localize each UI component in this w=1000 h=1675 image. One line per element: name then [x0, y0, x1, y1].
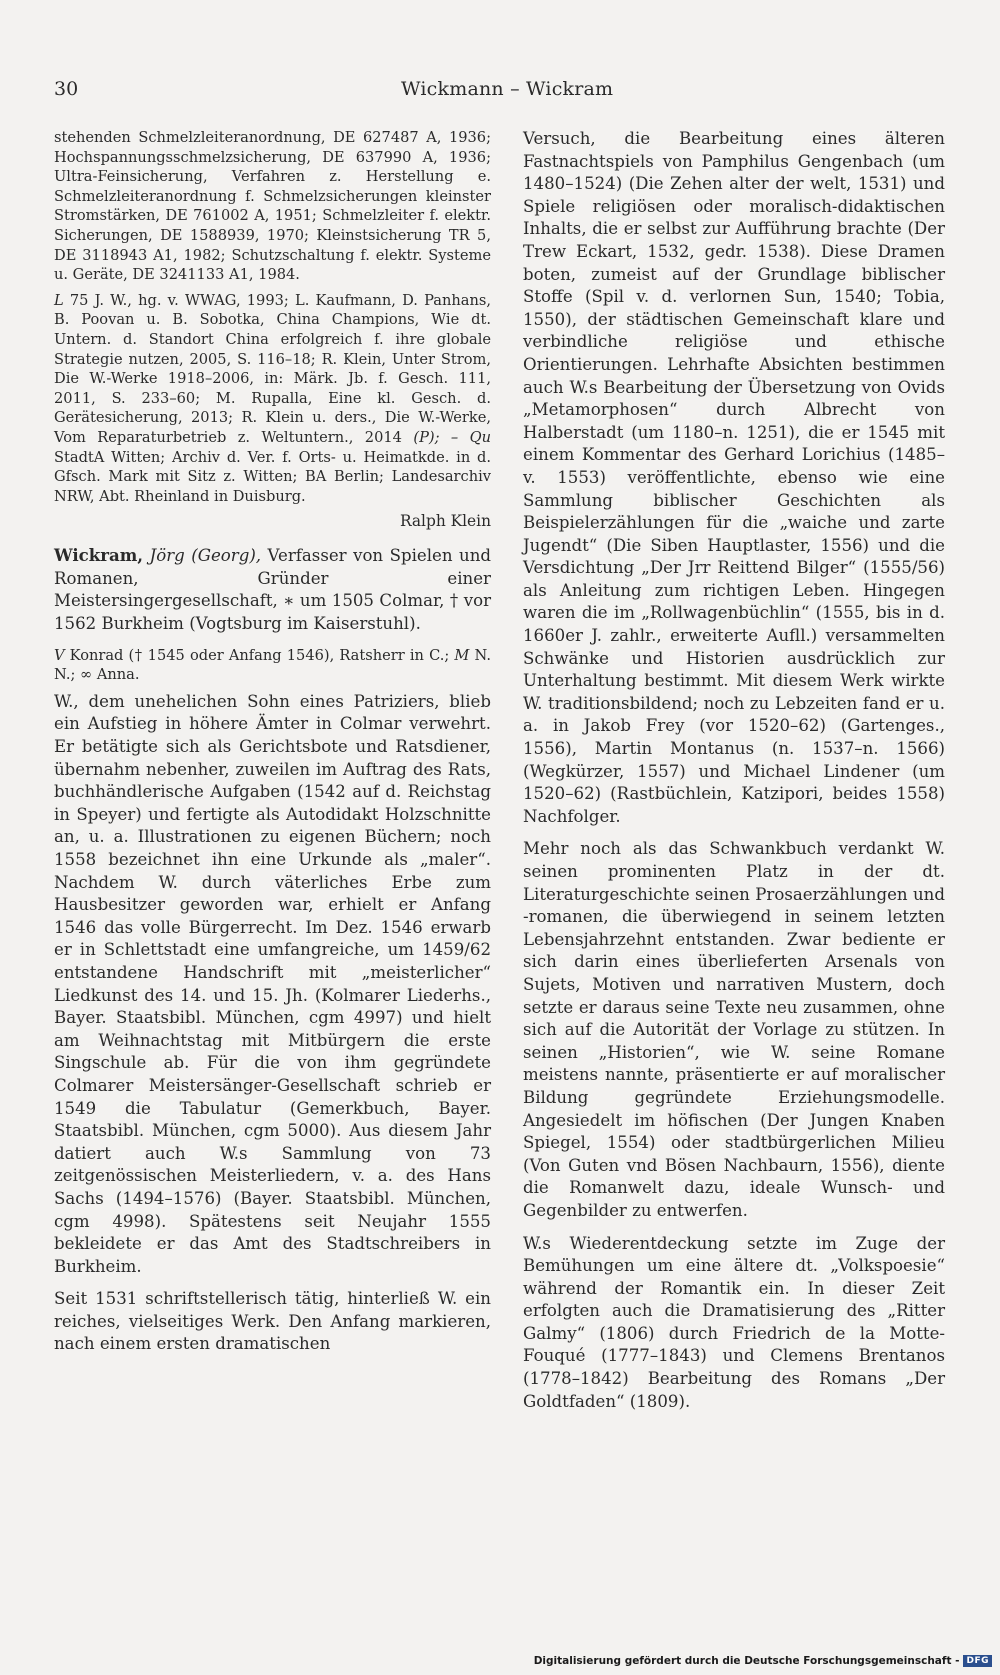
entry-heading: [54, 544, 491, 635]
literature-sources: StadtA Witten; Archiv d. Ver. f. Orts- u. Heimatkde. in d. Gfsch. Mark mit Sitz z. Witten; BA Berlin; Landesarchiv NRW, Abt. Rheinland in Duisburg.: [54, 448, 491, 505]
page-number: 30: [54, 78, 79, 100]
lemma-description: Verfasser von Spielen und Romanen, Gründer einer Meistersingergesellschaft, ∗ um 1505 Colmar, † vor 1562 Burkheim (Vogtsburg im Kaiserstuhl).: [54, 546, 491, 634]
genealogy-mother-label: M: [454, 646, 470, 664]
digitization-credit: [534, 1655, 992, 1667]
literature-text: 75 J. W., hg. v. WWAG, 1993; L. Kaufmann, D. Panhans, B. Poovan u. B. Sobotka, China Champions, Wie dt. Untern. d. Standort China erfolgreich f. ihre globale Strategie nutzen, 2005, S. 116–18; R. Klein, Unter Strom, Die W.-Werke 1918–2006, in: Märk. Jb. f. Gesch. 111, 2011, S. 233–60; M. Rupalla, Eine kl. Gesch. d. Gerätesicherung, 2013; R. Klein u. ders., Die W.-Werke, Vom Reparaturbetrieb z. Weltuntern., 2014: [54, 291, 491, 446]
body-paragraph-1: W., dem unehelichen Sohn eines Patriziers, blieb ein Aufstieg in höhere Ämter in Colmar verwehrt. Er betätigte sich als Gerichtsbote und Ratsdiener, übernahm nebenher, zuweilen im Auftrag des Rats, buchhändlerische Aufgaben (1542 auf d. Reichstag in Speyer) und fertigte als Autodidakt Holzschnitte an, u. a. Illustrationen zu eigenen Büchern; noch 1558 bezeichnet ihn eine Urkunde als „maler“. Nachdem W. durch väterliches Erbe zum Hausbesitzer geworden war, erhielt er Anfang 1546 das volle Bürgerrecht. Im Dez. 1546 erwarb er in Schlettstadt eine umfangreiche, um 1459/62 entstandene Handschrift mit „meisterlicher“ Liedkunst des 14. und 15. Jh. (Kolmarer Liederhs., Bayer. Staatsbibl. München, cgm 4997) und hielt am Weihnachtstag mit Mitbürgern die erste Singschule ab. Für die von ihm gegründete Colmarer Meistersänger-Gesellschaft schrieb er 1549 die Tabulatur (Gemerkbuch, Bayer. Staatsbibl. München, cgm 5000). Aus diesem Jahr datiert auch W.s Sammlung von 73 zeitgenössischen Meisterliedern, v. a. des Hans Sachs (1494–1576) (Bayer. Staatsbibl. München, cgm 4998). Spätestens seit Neujahr 1555 bekleidete er das Amt des Stadtschreibers in Burkheim.: [54, 691, 491, 1276]
genealogy-father-label: V: [54, 646, 65, 664]
genealogy-father: Konrad († 1545 oder Anfang 1546), Ratsherr in C.;: [64, 646, 455, 664]
literature-references: [54, 291, 491, 507]
body-paragraph-2: Seit 1531 schriftstellerisch tätig, hinterließ W. ein reiches, vielseitiges Werk. Den Anfang markieren, nach einem ersten dramatischen: [54, 1289, 491, 1354]
literature-portrait-sources: (P); – Qu: [413, 428, 491, 446]
lemma: Wickram,: [54, 545, 144, 566]
genealogy: [54, 646, 491, 685]
right-column: [523, 128, 945, 1423]
genealogy-mother-spouse: N. N.; ∞ Anna.: [54, 646, 491, 684]
page-header: [54, 78, 614, 108]
left-column: [54, 128, 491, 1366]
body-paragraph-3: Versuch, die Bearbeitung eines älteren Fastnachtspiels von Pamphilus Gengenbach (um 1480–1524) (Die Zehen alter der welt, 1531) und Spiele religiösen oder moralisch-didaktischen Inhalts, die er selbst zur Aufführung brachte (Der Trew Eckart, 1532, gedr. 1538). Diese Dramen boten, zumeist auf der Grundlage biblischer Stoffe (Spil v. d. verlornen Sun, 1540; Tobia, 1550), der städtischen Gemeinschaft klare und verbindliche religiöse und ethische Orientierungen. Lehrhafte Absichten bestimmen auch W.s Bearbeitung der Übersetzung von Ovids „Metamorphosen“ durch Albrecht von Halberstadt (um 1180–n. 1251), die er 1545 mit einem Kommentar des Gerhard Lorichius (1485–v. 1553) veröffentlichte, ebenso wie eine Sammlung biblischer Geschichten als Beispielerzählungen für die „waiche und zarte Jugendt“ (Die Siben Hauptlaster, 1556) und die Versdichtung „Der Jrr Reittend Bilger“ (1555/56) als Anleitung zum richtigen Leben. Hingegen waren die im „Rollwagenbüchlin“ (1555, bis in d. 1660er J. zahlr., erweiterte Aufll.) versammelten Schwänke und Historien ausdrücklich zur Unterhaltung bestimmt. Mit diesem Werk wirkte W. traditionsbildend; noch zu Lebzeiten fand er u. a. in Jakob Frey (vor 1520–62) (Gartenges., 1556), Martin Montanus (n. 1537–n. 1566) (Wegkürzer, 1557) und Michael Lindener (um 1520–62) (Rastbüchlein, Katzipori, beides 1558) Nachfolger.: [523, 129, 945, 826]
credit-text: Digitalisierung gefördert durch die Deutsche Forschungsgemeinschaft -: [533, 1655, 960, 1667]
lemma-given-names: Jörg (Georg),: [143, 546, 262, 566]
body-paragraph-5: W.s Wiederentdeckung setzte im Zuge der Bemühungen um eine ältere dt. „Volkspoesie“ während der Romantik ein. In dieser Zeit erfolgten auch die Dramatisierung des „Ritter Galmy“ (1806) durch Friedrich de la Motte-Fouqué (1777–1843) und Clemens Brentanos (1778–1842) Bearbeitung des Romans „Der Goldtfaden“ (1809).: [523, 1233, 945, 1411]
running-head: Wickmann – Wickram: [401, 78, 614, 100]
dfg-logo: DFG: [963, 1655, 992, 1667]
literature-label: L: [54, 291, 64, 309]
previous-entry-author: Ralph Klein: [399, 512, 491, 531]
body-paragraph-4: Mehr noch als das Schwankbuch verdankt W. seinen prominenten Platz in der dt. Literaturgeschichte seinen Prosaerzählungen und -romanen, die überwiegend in seinem letzten Lebensjahrzehnt entstanden. Zwar bediente er sich darin eines überlieferten Arsenals von Sujets, Motiven und narrativen Mustern, doch setzte er daraus seine Texte neu zusammen, ohne sich auf die Autorität der Vorlage zu stützen. In seinen „Historien“, wie W. seine Romane meistens nannte, präsentierte er auf moralischer Bildung gegründete Erziehungsmodelle. Angesiedelt im höfischen (Der Jungen Knaben Spiegel, 1554) oder stadtbürgerlichen Milieu (Von Guten vnd Bösen Nachbaurn, 1556), diente die Romanwelt dazu, ideale Wunsch- und Gegenbilder zu entwerfen.: [523, 839, 945, 1220]
previous-entry-works: stehenden Schmelzleiteranordnung, DE 627487 A, 1936; Hochspannungsschmelzsicherung, DE 637990 A, 1936; Ultra-Feinsicherung, Verfahren z. Herstellung e. Schmelzleiteranordnung f. Schmelzsicherungen kleinster Stromstärken, DE 761002 A, 1951; Schmelzleiter f. elektr. Sicherungen, DE 1588939, 1970; Kleinstsicherung TR 5, DE 3118943 A1, 1982; Schutzschaltung f. elektr. Systeme u. Geräte, DE 3241133 A1, 1984.: [54, 129, 491, 284]
